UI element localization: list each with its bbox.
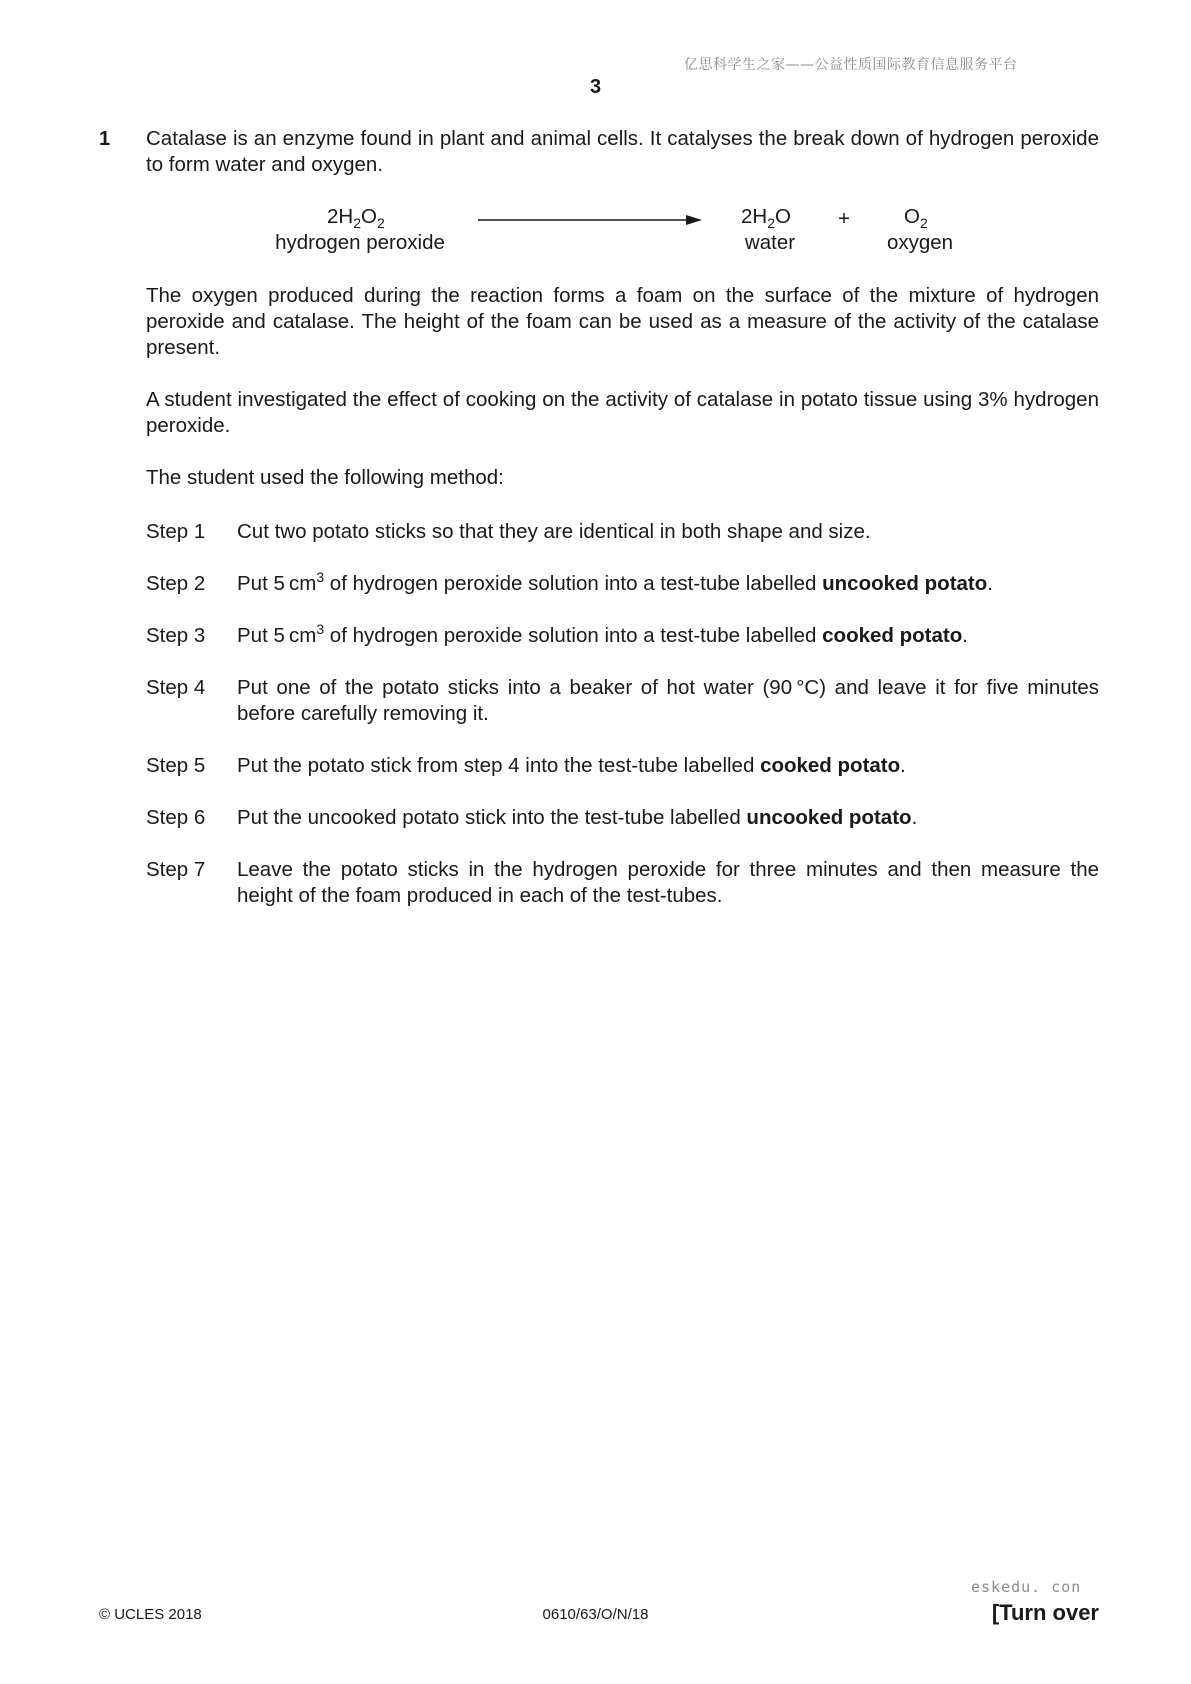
intro-paragraph: Catalase is an enzyme found in plant and animal cells. It catalyses the break down of hydrogen peroxide to form water and oxygen. bbox=[146, 127, 1099, 176]
copyright: © UCLES 2018 bbox=[99, 1606, 202, 1623]
page-number: 3 bbox=[589, 76, 602, 98]
product-oxygen-label: oxygen bbox=[886, 231, 954, 254]
step-label: Step 4 bbox=[146, 676, 206, 699]
step-text: Put the uncooked potato stick into the test-tube labelled uncooked potato. bbox=[237, 806, 918, 829]
header-watermark: 亿思科学生之家——公益性质国际教育信息服务平台 bbox=[684, 57, 1018, 73]
method-step bbox=[146, 519, 1099, 545]
step-label: Step 5 bbox=[146, 754, 206, 777]
step-text: Leave the potato sticks in the hydrogen peroxide for three minutes and then measure the height of the foam produced in each of the test-tubes. bbox=[237, 858, 1099, 907]
step-text: Put the potato stick from step 4 into the test-tube labelled cooked potato. bbox=[237, 754, 906, 777]
step-label: Step 6 bbox=[146, 806, 206, 829]
product-oxygen-formula: $O_2$ bbox=[904, 205, 928, 231]
step-label: Step 1 bbox=[146, 520, 206, 543]
step-text: Cut two potato sticks so that they are identical in both shape and size. bbox=[237, 520, 871, 543]
product-water-label: water bbox=[744, 231, 796, 254]
method-step bbox=[146, 805, 1099, 831]
reaction-arrow-icon bbox=[478, 212, 702, 228]
plus-sign: + bbox=[838, 207, 850, 230]
method-step bbox=[146, 753, 1099, 779]
product-water-formula: $2H_2O$ bbox=[741, 205, 791, 231]
reactant-label: hydrogen peroxide bbox=[275, 231, 445, 254]
turn-over: [Turn over bbox=[991, 1600, 1099, 1625]
footer-watermark: eskedu. con bbox=[971, 1578, 1082, 1596]
step-label: Step 2 bbox=[146, 572, 206, 595]
method-step bbox=[146, 571, 1099, 597]
foam-paragraph: The oxygen produced during the reaction forms a foam on the surface of the mixture of hydrogen peroxide and catalase. The height of the foam can be used as a measure of the activity of the catalase present. bbox=[146, 284, 1099, 359]
student-paragraph: A student investigated the effect of cooking on the activity of catalase in potato tissue using 3% hydrogen peroxide. bbox=[146, 388, 1099, 437]
step-label: Step 3 bbox=[146, 624, 206, 647]
method-intro: The student used the following method: bbox=[146, 466, 504, 489]
step-text: Put 5 $cm^3$ of hydrogen peroxide solution into a test-tube labelled cooked potato. bbox=[237, 621, 968, 647]
step-text: Put one of the potato sticks into a beaker of hot water (90 °C) and leave it for five minutes before carefully removing it. bbox=[237, 676, 1099, 725]
step-label: Step 7 bbox=[146, 858, 206, 881]
question-number: 1 bbox=[99, 128, 111, 150]
paper-code: 0610/63/O/N/18 bbox=[542, 1606, 649, 1623]
method-step bbox=[146, 623, 1099, 649]
reactant-formula: $2H_2O_2$ bbox=[327, 205, 385, 231]
step-text: Put 5 $cm^3$ of hydrogen peroxide solution into a test-tube labelled uncooked potato. bbox=[237, 569, 993, 595]
method-step bbox=[146, 675, 1099, 727]
method-step bbox=[146, 857, 1099, 909]
